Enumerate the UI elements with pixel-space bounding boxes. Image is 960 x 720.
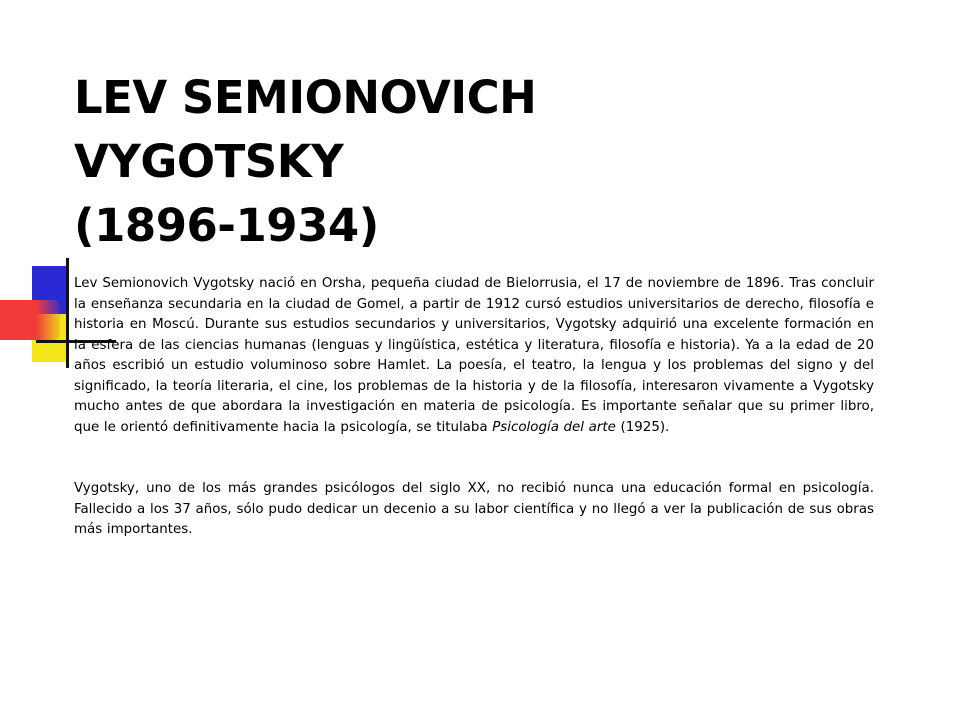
book-title: Psicología del arte bbox=[492, 419, 616, 435]
slide-body bbox=[74, 274, 874, 541]
biography-paragraph bbox=[74, 274, 874, 438]
decorative-red-block bbox=[0, 300, 60, 340]
slide-title bbox=[74, 66, 834, 258]
title-line-3: (1896-1934) bbox=[74, 199, 379, 252]
biography-text: Lev Semionovich Vygotsky nació en Orsha, pequeña ciudad de Bielorrusia, el 17 de noviembre de 1896. Tras concluir la enseñanza secundaria en la ciudad de Gomel, a partir de 1912 cursó estudios universitarios de derecho, filosofía e historia en Moscú. Durante sus estudios secundarios y universitarios, Vygotsky adquirió una excelente formación en la esfera de las ciencias humanas (lenguas y lingüística, estética y literatura, filosofía e historia). Ya a la edad de 20 años escribió un estudio voluminoso sobre Hamlet. La poesía, el teatro, la lengua y los problemas del signo y del significado, la teoría literaria, el cine, los problemas de la historia y de la filosofía, interesaron vivamente a Vygotsky mucho antes de que abordara la investigación en materia de psicología. Es importante señalar que su primer libro, que le orientó definitivamente hacia la psicología, se titulaba bbox=[74, 276, 874, 435]
decorative-vertical-line bbox=[66, 258, 69, 368]
book-year: (1925). bbox=[615, 419, 670, 435]
summary-paragraph: Vygotsky, uno de los más grandes psicólogos del siglo XX, no recibió nunca una educación formal en psicología. Fallecido a los 37 años, sólo pudo dedicar un decenio a su labor científica y no llegó a ver la publicación de sus obras más importantes. bbox=[74, 481, 874, 537]
title-line-2: VYGOTSKY bbox=[74, 135, 344, 188]
title-line-1: LEV SEMIONOVICH bbox=[74, 71, 537, 124]
